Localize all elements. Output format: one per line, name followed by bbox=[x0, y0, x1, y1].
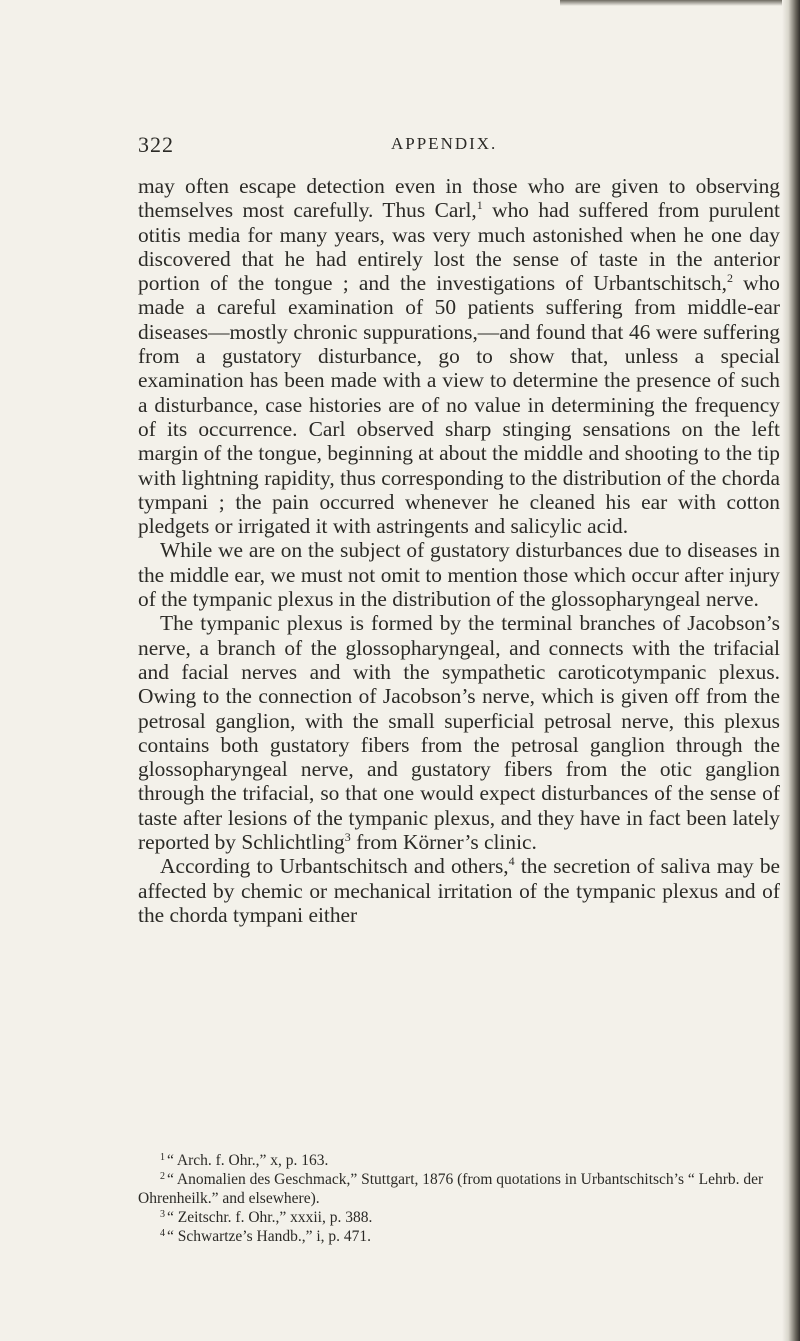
footnote-4-mark: 4 bbox=[160, 1228, 165, 1239]
footnote-2-mark: 2 bbox=[160, 1171, 165, 1182]
running-title: APPENDIX. bbox=[391, 134, 498, 153]
footnote-3-text: “ Zeitschr. f. Ohr.,” xxxii, p. 388. bbox=[167, 1209, 373, 1226]
paragraph-1-text-b: who had suffered from purulent otitis media for many years, was very much astonished when he one day discovered that he had entirely lost the sense of taste in the anterior portion of the tongue ; and the investigations of Urbantschitsch, bbox=[138, 198, 781, 296]
footnote-2 bbox=[138, 1170, 780, 1208]
paragraph-3-text-a: The tympanic plexus is formed by the terminal branches of Jacobson’s nerve, a branch of the glossopharyngeal, and connects with the trifacial and facial nerves and with the sympathetic caroticotympanic plexus. Owing to the connection of Jacobson’s nerve, which is given off from the petrosal ganglion, with the small superficial petrosal nerve, this plexus contains both gustatory fibers from the petrosal ganglion through the glossopharyngeal nerve, and gustatory fibers from the otic ganglion through the trifacial, so that one would expect disturbances of the sense of taste after lesions of the tympanic plexus, and they have in fact been lately reported by Schlichtling bbox=[138, 611, 780, 855]
page-edge-shadow bbox=[782, 0, 800, 1341]
body-text bbox=[138, 174, 780, 927]
paragraph-3 bbox=[138, 611, 780, 854]
footnote-ref-1: 1 bbox=[476, 198, 483, 213]
paragraph-4-text-b: the secretion of saliva may be affected by chemic or mechanical irritation of the tympanic plexus and of the chorda tympani either bbox=[138, 854, 781, 927]
paragraph-2: While we are on the subject of gustatory disturbances due to diseases in the middle ear, we must not omit to mention those which occur after injury of the tympanic plexus in the distribution of the glossopharyngeal nerve. bbox=[138, 538, 780, 612]
footnote-ref-3: 3 bbox=[344, 830, 351, 845]
footnote-1-mark: 1 bbox=[160, 1152, 165, 1163]
footnote-ref-2: 2 bbox=[726, 271, 733, 286]
paragraph-1-text-a: may often escape detection even in those who are given to observing themselves most carefully. Thus Carl, bbox=[138, 174, 780, 223]
running-head bbox=[138, 132, 780, 158]
paragraph-4-text-a: According to Urbantschitsch and others, bbox=[160, 854, 509, 879]
footnote-1-text: “ Arch. f. Ohr.,” x, p. 163. bbox=[167, 1152, 329, 1169]
paragraph-1-text-c: who made a careful examination of 50 patients suffering from middle-ear diseases—mostly chronic suppurations,—and found that 46 were suffering from a gustatory disturbance, go to show that, unless a special examination has been made with a view to determine the presence of such a disturbance, case histories are of no value in determining the frequency of its occurrence. Carl observed sharp stinging sensations on the left margin of the tongue, beginning at about the middle and shooting to the tip with lightning rapidity, thus corresponding to the distribution of the chorda tympani ; the pain occurred whenever he cleaned his ear with cotton pledgets or irrigated it with astringents and salicylic acid. bbox=[138, 271, 781, 539]
footnote-2-text: “ Anomalien des Geschmack,” Stuttgart, 1876 (from quotations in Urbantschitsch’s “ Lehrb. der Ohrenheilk.” and elsewhere). bbox=[138, 1171, 764, 1207]
footnote-3 bbox=[138, 1208, 780, 1227]
footnote-ref-4: 4 bbox=[508, 854, 515, 869]
footnotes bbox=[138, 1151, 780, 1246]
paragraph-1 bbox=[138, 174, 780, 538]
paragraph-4 bbox=[138, 854, 780, 927]
footnote-4-text: “ Schwartze’s Handb.,” i, p. 471. bbox=[167, 1228, 372, 1245]
footnote-4 bbox=[138, 1227, 780, 1246]
page-top-shadow bbox=[560, 0, 800, 6]
footnote-3-mark: 3 bbox=[160, 1209, 165, 1220]
footnote-1 bbox=[138, 1151, 780, 1170]
page-number: 322 bbox=[138, 132, 174, 157]
paragraph-3-text-b: from Körner’s clinic. bbox=[350, 830, 537, 855]
